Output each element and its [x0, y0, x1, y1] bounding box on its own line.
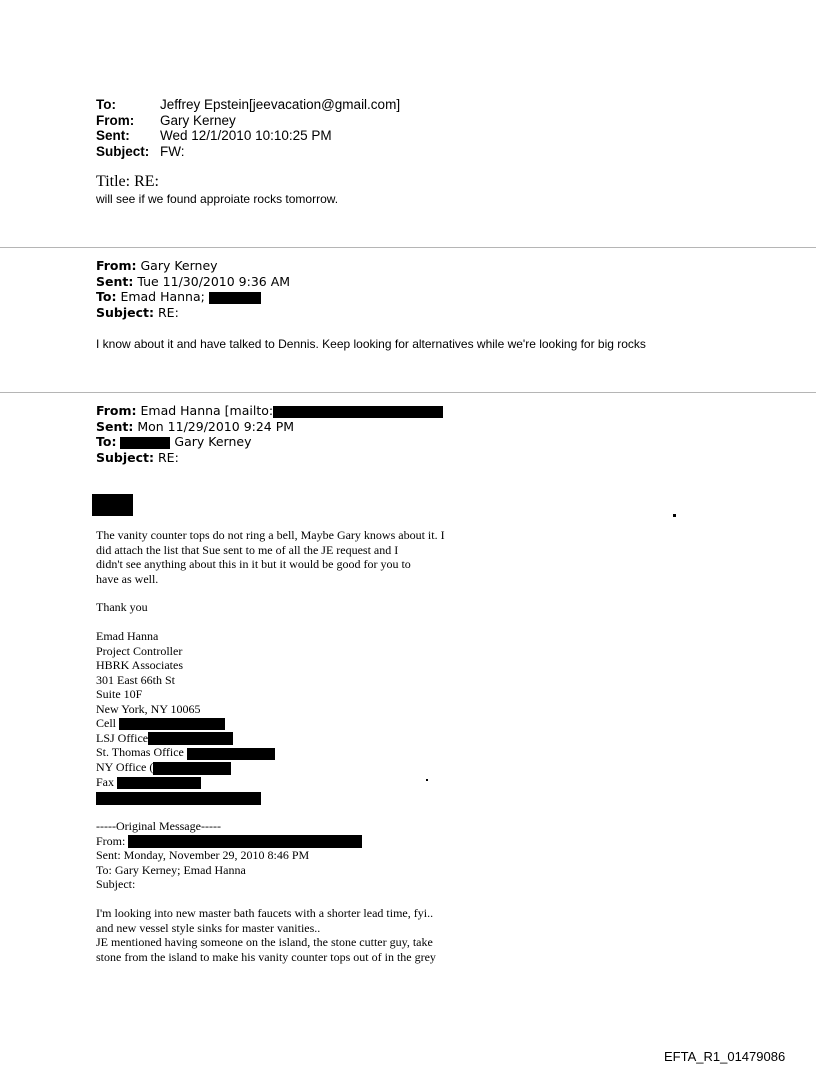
- message2-body-line: didn't see anything about this in it but it would be good for you to: [96, 557, 411, 571]
- speck-dot: [426, 779, 428, 781]
- signature-lsj-row: [96, 731, 396, 746]
- signature-fax-label: Fax: [96, 774, 114, 789]
- original-to: To: Gary Kerney; Emad Hanna: [96, 862, 246, 877]
- redaction-block: [119, 718, 225, 730]
- message2-subject-row: [96, 450, 443, 466]
- message2-sent-row: [96, 419, 443, 435]
- header-to-value: Jeffrey Epstein[jeevacation@gmail.com]: [160, 97, 401, 112]
- intro-text: will see if we found approiate rocks tomorrow.: [96, 192, 339, 206]
- signature-lsj-label: LSJ Office: [96, 730, 149, 745]
- message2-body-line: The vanity counter tops do not ring a bell, Maybe Gary knows about it. I: [96, 528, 445, 542]
- signature-company: HBRK Associates: [96, 658, 183, 672]
- signature-email-row: [96, 789, 396, 805]
- message1-to-value: Emad Hanna;: [120, 289, 205, 304]
- header-sent-row: [96, 128, 400, 144]
- redaction-block: [128, 835, 362, 848]
- redaction-block: [187, 748, 275, 760]
- redaction-block: [120, 437, 170, 449]
- message1-from-row: [96, 258, 290, 274]
- header-sent-value: Wed 12/1/2010 10:10:25 PM: [160, 128, 332, 143]
- message2-header: [96, 403, 443, 465]
- original-from-label: From:: [96, 833, 126, 848]
- signature-street: 301 East 66th St: [96, 672, 176, 687]
- signature-stthomas-row: [96, 745, 396, 760]
- signature-fax-row: [96, 775, 396, 790]
- message2-to-label: To:: [96, 434, 117, 449]
- signature-ny-row: [96, 760, 396, 775]
- original-body-line: stone from the island to make his vanity counter tops out of in the grey: [96, 949, 436, 964]
- message1-from-value: Gary Kerney: [140, 258, 218, 273]
- message1-to-label: To:: [96, 289, 117, 304]
- message1-from-label: From:: [96, 258, 137, 273]
- signature-stthomas-label: St. Thomas Office: [96, 745, 184, 760]
- thanks-line: Thank you: [96, 600, 148, 614]
- top-email-header: [96, 97, 400, 159]
- header-from-row: [96, 113, 400, 129]
- message1-subject-row: [96, 305, 290, 321]
- redaction-block: [153, 762, 231, 775]
- message1-subject-value: RE:: [157, 304, 179, 320]
- header-from-value: Gary Kerney: [160, 112, 236, 128]
- message1-sent-value: Tue 11/30/2010 9:36 AM: [137, 273, 291, 289]
- original-from-row: [96, 834, 496, 849]
- redaction-block: [209, 292, 261, 304]
- message2-body-line: have as well.: [96, 571, 159, 586]
- redaction-block: [148, 732, 233, 745]
- signature-cell-label: Cell: [96, 716, 116, 730]
- message2-subject-label: Subject:: [96, 449, 154, 465]
- message1-header: [96, 258, 290, 320]
- message2-to-value: Gary Kerney: [174, 434, 252, 449]
- signature-cell-row: [96, 716, 396, 731]
- divider-2: [0, 392, 816, 393]
- original-sent: Sent: Monday, November 29, 2010 8:46 PM: [96, 848, 310, 863]
- message2-from-value: Emad Hanna [mailto:: [140, 403, 274, 418]
- message1-to-row: [96, 289, 290, 305]
- header-sent-label: Sent:: [96, 128, 130, 143]
- header-subject-row: [96, 144, 400, 160]
- signature-name: Emad Hanna: [96, 629, 159, 643]
- redaction-block: [117, 777, 201, 789]
- message2-from-label: From:: [96, 403, 137, 418]
- speck-dot: [673, 514, 676, 517]
- original-body-line: JE mentioned having someone on the island, the stone cutter guy, take: [96, 935, 433, 949]
- signature-suite: Suite 10F: [96, 687, 143, 701]
- redaction-block: [96, 792, 261, 805]
- original-body: [96, 906, 516, 964]
- signature-ny-label: NY Office (: [96, 759, 154, 774]
- message2-sent-value: Mon 11/29/2010 9:24 PM: [137, 418, 295, 434]
- message1-body: I know about it and have talked to Dennis. Keep looking for alternatives while we're looking for big rocks: [96, 337, 646, 351]
- message2-sent-label: Sent:: [96, 418, 134, 434]
- header-to-label: To:: [96, 97, 116, 112]
- message1-sent-label: Sent:: [96, 273, 134, 289]
- original-body-line: and new vessel style sinks for master vanities..: [96, 920, 321, 935]
- title-line: Title: RE:: [96, 173, 159, 190]
- redaction-block: [273, 406, 443, 418]
- divider-1: [0, 247, 816, 248]
- message2-subject-value: RE:: [157, 449, 179, 465]
- message1-subject-label: Subject:: [96, 304, 154, 320]
- original-divider: -----Original Message-----: [96, 819, 221, 833]
- message2-body: [96, 528, 516, 586]
- header-subject-value: FW:: [160, 143, 185, 159]
- message2-from-row: [96, 403, 443, 419]
- original-subject: Subject:: [96, 877, 136, 892]
- signature-block: [96, 629, 396, 805]
- original-message-header: [96, 819, 496, 892]
- footer-document-id: EFTA_R1_01479086: [664, 1049, 786, 1064]
- header-from-label: From:: [96, 112, 135, 128]
- header-to-row: [96, 97, 400, 113]
- message1-sent-row: [96, 274, 290, 290]
- signature-role: Project Controller: [96, 643, 183, 658]
- original-body-line: I'm looking into new master bath faucets with a shorter lead time, fyi..: [96, 906, 434, 920]
- header-subject-label: Subject:: [96, 143, 150, 159]
- signature-city: New York, NY 10065: [96, 701, 201, 716]
- redaction-block: [92, 494, 133, 516]
- message2-to-row: [96, 434, 443, 450]
- message2-body-line: did attach the list that Sue sent to me of all the JE request and I: [96, 542, 399, 557]
